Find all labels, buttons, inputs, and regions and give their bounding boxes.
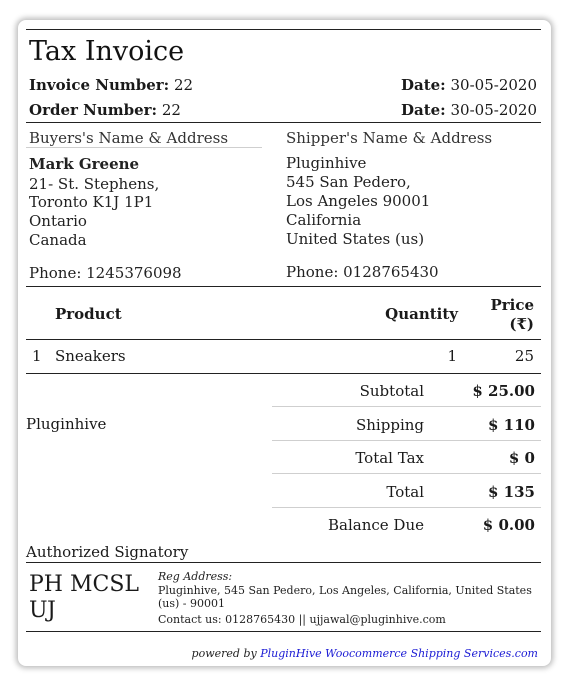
invoice-title: Tax Invoice: [29, 36, 185, 67]
balance-due-value: $ 0.00: [482, 516, 535, 534]
buyer-phone: Phone: 1245376098: [29, 264, 182, 282]
logo-line: PH MCSL: [29, 572, 140, 597]
order-date: 30-05-2020: [450, 101, 537, 119]
balance-due-label: Balance Due: [328, 516, 424, 534]
order-number: 22: [161, 101, 181, 119]
order-date-row: [401, 100, 537, 120]
address-rule: [26, 286, 541, 287]
shipping-label: Shipping: [356, 416, 424, 434]
price-column-header: Price: [490, 296, 534, 314]
quantity-column-header: Quantity: [385, 305, 458, 323]
totals-divider: [272, 406, 541, 407]
product-column-header: Product: [55, 305, 122, 323]
totals-divider: [272, 440, 541, 441]
order-date-label: Date:: [400, 101, 446, 119]
invoice-date: 30-05-2020: [450, 76, 537, 94]
subtotal-label: Subtotal: [359, 382, 424, 400]
subtotal-value: $ 25.00: [472, 382, 535, 400]
shipper-address-line: Los Angeles 90001: [286, 192, 431, 210]
invoice-number-row: [29, 75, 193, 95]
shipping-value: $ 110: [488, 416, 535, 434]
buyer-address-line: Canada: [29, 231, 87, 249]
row-product: Sneakers: [55, 347, 126, 365]
header-rule: [26, 122, 541, 123]
top-rule: [26, 29, 541, 30]
invoice-date-row: [401, 75, 537, 95]
order-number-label: Order Number:: [29, 101, 158, 119]
buyer-name: Mark Greene: [29, 155, 140, 173]
row-price: 25: [514, 347, 534, 365]
total-tax-value: $ 0: [508, 449, 535, 467]
buyer-address-line: Ontario: [29, 212, 87, 230]
shipper-address-line: United States (us): [286, 230, 425, 248]
powered-by-text: powered by: [191, 647, 257, 660]
powered-by: [192, 647, 538, 660]
contact-info: Contact us: 0128765430 || ujjawal@pluginhive.com: [158, 613, 446, 626]
order-number-row: [29, 100, 181, 120]
buyer-heading-rule: [26, 147, 262, 148]
total-label: Total: [386, 483, 424, 501]
invoice-number-label: Invoice Number:: [29, 76, 170, 94]
footer-rule: [26, 631, 541, 632]
buyer-address-line: Toronto K1J 1P1: [29, 193, 154, 211]
row-index: 1: [32, 347, 42, 365]
reg-address-cont: (us) - 90001: [158, 597, 226, 610]
authorized-signatory: Authorized Signatory: [26, 543, 189, 561]
total-tax-label: Total Tax: [355, 449, 424, 467]
shipper-address-line: California: [286, 211, 362, 229]
table-header-rule: [26, 339, 541, 340]
shipper-heading: Shipper's Name & Address: [286, 129, 493, 147]
signatory-rule: [26, 562, 541, 563]
buyer-heading: Buyers's Name & Address: [29, 129, 229, 147]
table-body-rule: [26, 373, 541, 374]
logo-line: UJ: [29, 598, 56, 623]
shipper-address-line: 545 San Pedero,: [286, 173, 411, 191]
seller-name: Pluginhive: [26, 415, 107, 433]
price-currency-header: (₹): [509, 315, 534, 333]
buyer-address-line: 21- St. Stephens,: [29, 175, 160, 193]
row-quantity: 1: [447, 347, 457, 365]
totals-divider: [272, 473, 541, 474]
shipper-phone: Phone: 0128765430: [286, 263, 439, 281]
pluginhive-link[interactable]: PluginHive Woocommerce Shipping Services.com: [260, 647, 538, 660]
shipper-address-line: Pluginhive: [286, 154, 367, 172]
reg-address-label: Reg Address:: [158, 570, 233, 583]
reg-address: Pluginhive, 545 San Pedero, Los Angeles, California, United States: [158, 584, 532, 597]
invoice-number: 22: [173, 76, 194, 94]
totals-divider: [272, 507, 541, 508]
total-value: $ 135: [488, 483, 535, 501]
invoice-date-label: Date:: [400, 76, 446, 94]
